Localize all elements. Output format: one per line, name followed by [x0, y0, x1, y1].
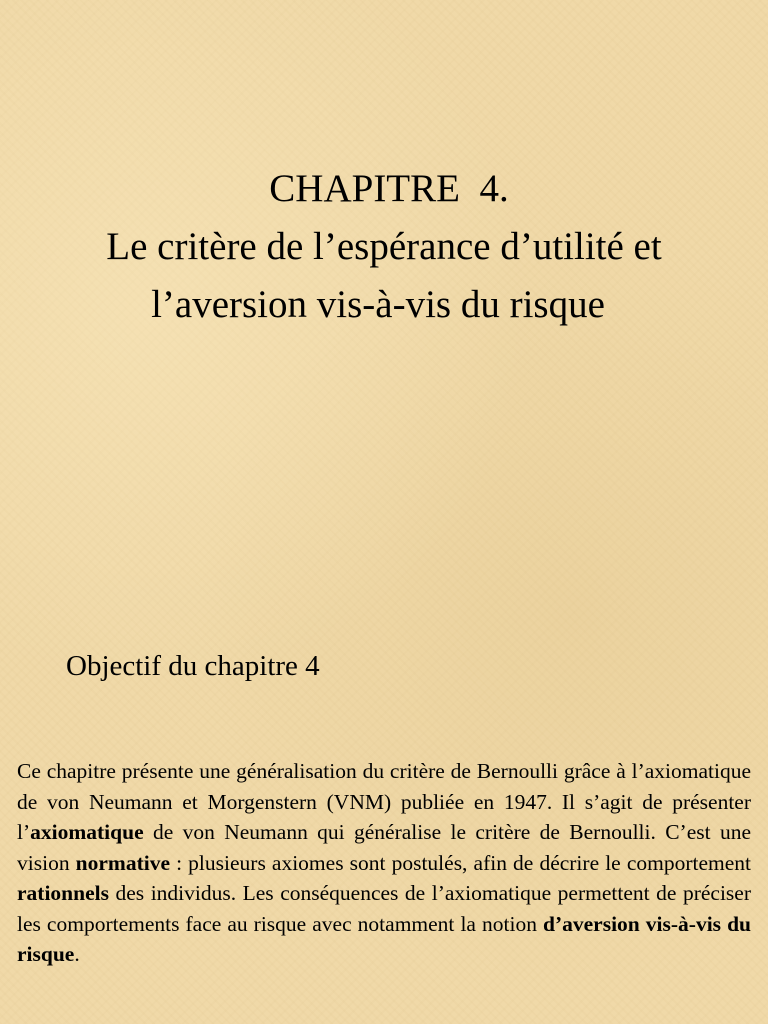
chapter-title-line-1: Le critère de l’espérance d’utilité et — [106, 225, 662, 268]
paragraph-text-5: . — [74, 942, 80, 966]
paragraph-bold-rationnels: rationnels — [17, 881, 109, 905]
chapter-summary-paragraph — [17, 756, 751, 970]
chapter-title-line-2: l’aversion vis-à-vis du risque — [151, 283, 605, 326]
paragraph-bold-aversion: d’aversion vis-à-vis du risque — [17, 911, 751, 966]
paragraph-bold-axiomatique: axiomatique — [30, 820, 144, 844]
paragraph-bold-normative: normative — [75, 850, 171, 875]
chapter-title — [0, 160, 768, 334]
paragraph-text-2: de von Neumann qui généralise le critère de Bernoulli. C’est une vision — [17, 820, 751, 875]
objective-heading: Objectif du chapitre 4 — [66, 650, 320, 682]
paragraph-text-1: Ce chapitre présente une généralisation du critère de Bernoulli grâce à l’axiomatique de von Neumann et Morgenstern (VNM) publiée en 1947. Il s’agit de présenter l’ — [17, 759, 751, 844]
paragraph-text-3: : plusieurs axiomes sont postulés, afin de décrire le comportement — [170, 850, 751, 875]
chapter-number: CHAPITRE 4. — [269, 167, 509, 210]
paragraph-text-4: des individus. Les conséquences de l’axiomatique permettent de préciser les comportements face au risque avec notamment la notion — [17, 881, 751, 936]
